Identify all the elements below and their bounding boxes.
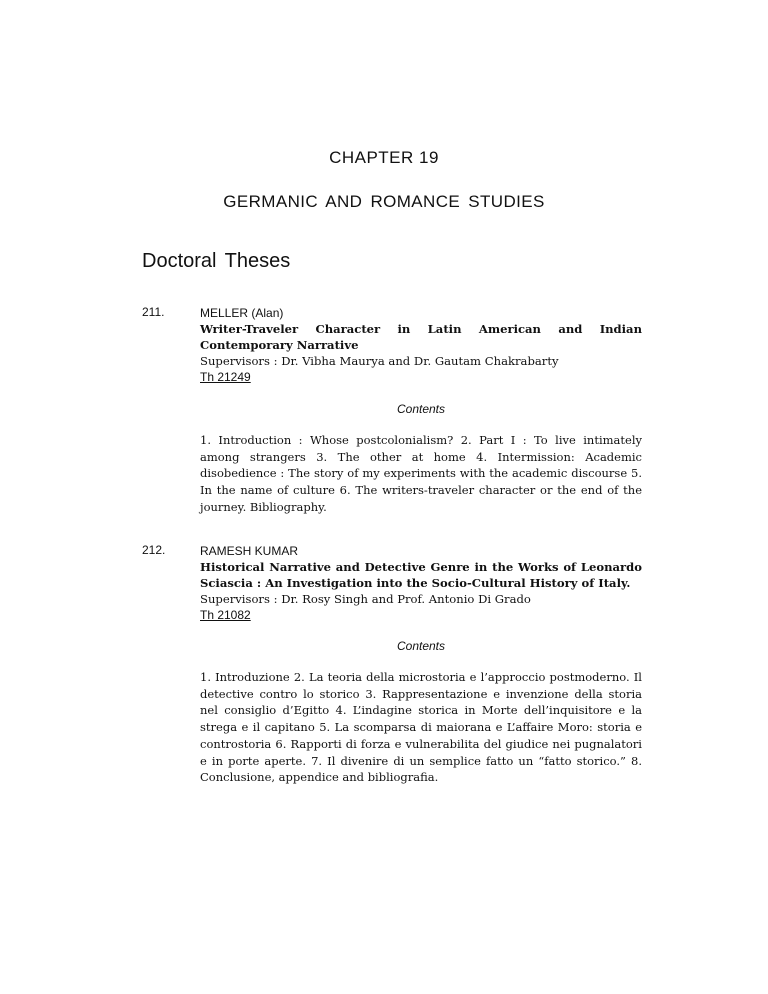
thesis-title: Writer-Traveler Character in Latin American and Indian Contemporary Narrative (200, 322, 642, 352)
supervisors: Supervisors : Dr. Rosy Singh and Prof. Antonio Di Grado (200, 592, 531, 606)
contents-text: 1. Introduzione 2. La teoria della microstoria e l’approccio postmoderno. Il detective contro lo storico 3. Rappresentazione e invenzione della storia nel consiglio d’Egitto 4. L’indagine storica in Morte dell’inquisitore e la strega e il capitano 5. La scomparsa di maiorana e L’affaire Moro: storia e controstoria 6. Rapporti di forza e vulnerabilita del giudice nei pugnalatori e in porte aperte. 7. Il divenire di un semplice fatto un “fatto storico.” 8. Conclusione, appendice and bibliografia. (200, 670, 642, 785)
contents-label: Contents (396, 639, 446, 653)
contents-label: Contents (396, 402, 446, 416)
call-number: Th 21249 (200, 370, 251, 384)
contents-text: 1. Introduction : Whose postcolonialism? 2. Part I : To live intimately among strangers 3. The other at home 4. Intermission: Academic disobedience : The story of my experiments with the academic discourse 5. In the name of culture 6. The writers-traveler character or the end of the journey. Bibliography. (200, 433, 642, 514)
thesis-entry (142, 543, 642, 813)
entry-body (200, 305, 642, 516)
chapter-number: CHAPTER 19 (329, 148, 439, 167)
thesis-title: Historical Narrative and Detective Genre in the Works of Leonardo Sciascia : An Investigation into the Socio-Cultural History of Italy. (200, 560, 642, 590)
author-name: RAMESH KUMAR (200, 544, 299, 558)
entry-number: 211. (142, 305, 165, 319)
entry-body (200, 543, 642, 786)
section-heading: Doctoral Theses (142, 250, 291, 272)
call-number: Th 21082 (200, 608, 251, 622)
author-name: MELLER (Alan) (200, 306, 284, 320)
entry-number: 212. (142, 543, 166, 557)
thesis-entry (142, 305, 642, 514)
chapter-title: GERMANIC AND ROMANCE STUDIES (223, 192, 545, 211)
supervisors: Supervisors : Dr. Vibha Maurya and Dr. Gautam Chakrabarty (200, 354, 559, 368)
